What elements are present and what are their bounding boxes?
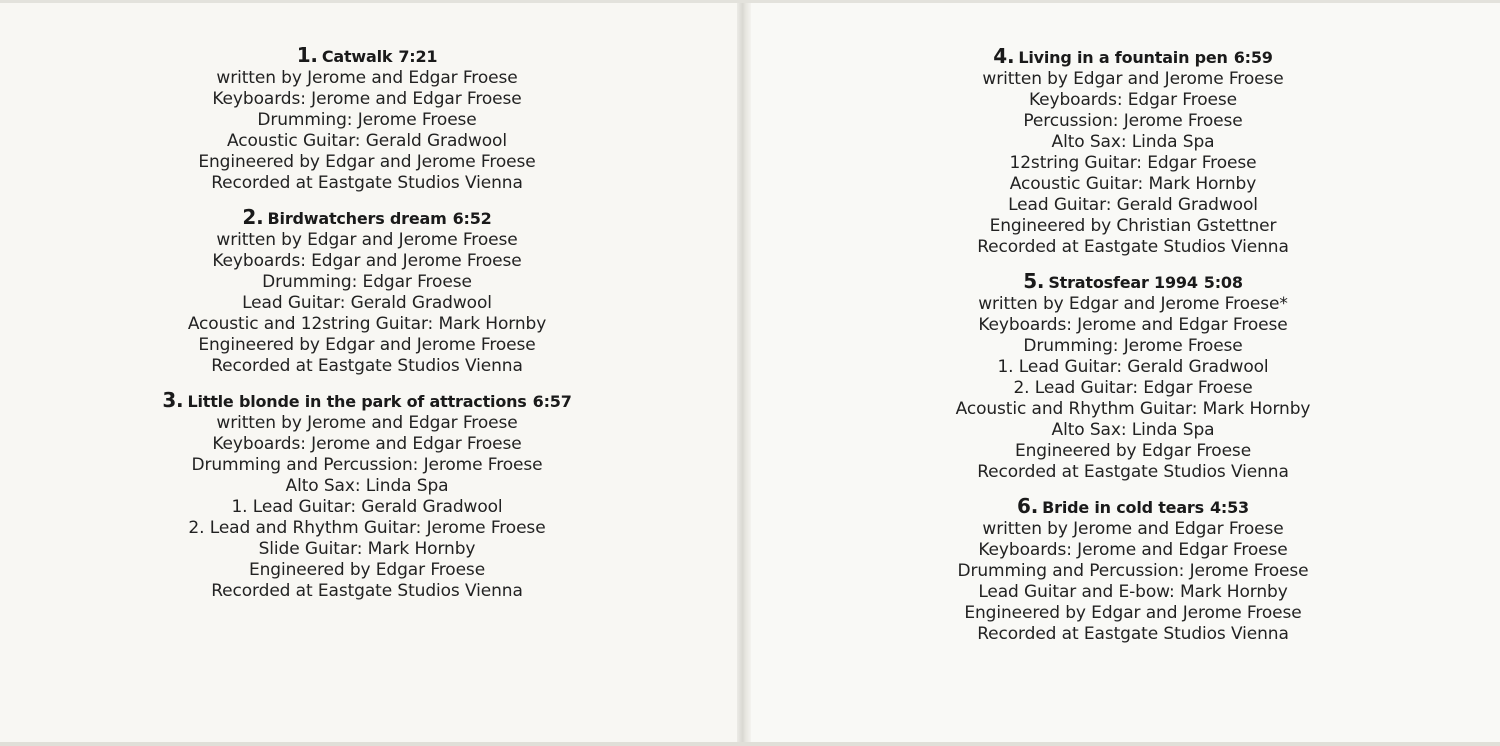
track-3	[0, 389, 734, 602]
credit-line: Lead Guitar: Gerald Gradwool	[1008, 195, 1258, 215]
credit-line: Drumming: Edgar Froese	[262, 272, 472, 292]
track-name: Stratosfear 1994	[1048, 273, 1198, 292]
track-number: 6.	[1017, 494, 1039, 518]
track-name: Birdwatchers dream	[267, 209, 447, 228]
track-number: 5.	[1023, 269, 1045, 293]
track-6	[748, 495, 1500, 645]
track-title	[0, 44, 734, 68]
credit-line: Engineered by Edgar Froese	[248, 560, 486, 580]
credit-line: Acoustic Guitar: Gerald Gradwool	[227, 131, 507, 151]
left-track-list	[0, 44, 734, 602]
credit-line: Drumming and Percussion: Jerome Froese	[191, 455, 543, 475]
credit-line: Alto Sax: Linda Spa	[1051, 420, 1215, 440]
credit-line: Alto Sax: Linda Spa	[1051, 132, 1215, 152]
bottom-edge	[0, 742, 1500, 746]
credit-line: 1. Lead Guitar: Gerald Gradwool	[231, 497, 503, 517]
credit-line: written by Edgar and Jerome Froese*	[978, 294, 1288, 314]
credit-line: Keyboards: Jerome and Edgar Froese	[978, 540, 1288, 560]
credit-line: Recorded at Eastgate Studios Vienna	[211, 356, 523, 376]
track-duration: 5:08	[1203, 273, 1243, 292]
credit-line: written by Edgar and Jerome Froese	[216, 230, 518, 250]
credit-line: written by Jerome and Edgar Froese	[982, 519, 1284, 539]
right-track-list	[748, 45, 1500, 645]
track-title	[748, 45, 1500, 69]
track-title	[748, 495, 1500, 519]
credit-line: 12string Guitar: Edgar Froese	[1009, 153, 1257, 173]
credit-line: Keyboards: Jerome and Edgar Froese	[212, 434, 522, 454]
credit-line: Alto Sax: Linda Spa	[285, 476, 449, 496]
top-edge	[0, 0, 1500, 3]
track-duration: 7:21	[398, 47, 438, 66]
credit-line: Acoustic and Rhythm Guitar: Mark Hornby	[955, 399, 1311, 419]
credit-line: Keyboards: Edgar Froese	[1028, 90, 1238, 110]
credit-line: 1. Lead Guitar: Gerald Gradwool	[997, 357, 1269, 377]
credit-line: Keyboards: Jerome and Edgar Froese	[212, 89, 522, 109]
credit-line: Lead Guitar: Gerald Gradwool	[242, 293, 492, 313]
track-4	[748, 45, 1500, 258]
credit-line: Engineered by Edgar and Jerome Froese	[198, 335, 536, 355]
track-name: Living in a fountain pen	[1018, 48, 1228, 67]
track-duration: 6:57	[532, 392, 572, 411]
track-duration: 4:53	[1209, 498, 1249, 517]
credit-line: Percussion: Jerome Froese	[1023, 111, 1243, 131]
credit-line: Engineered by Edgar Froese	[1014, 441, 1252, 461]
track-2	[0, 206, 734, 377]
credit-line: Acoustic Guitar: Mark Hornby	[1009, 174, 1257, 194]
credit-line: 2. Lead and Rhythm Guitar: Jerome Froese	[188, 518, 546, 538]
track-1	[0, 44, 734, 194]
track-duration: 6:59	[1233, 48, 1273, 67]
credit-line: Recorded at Eastgate Studios Vienna	[211, 173, 523, 193]
track-number: 1.	[296, 43, 318, 67]
credit-line: Drumming: Jerome Froese	[1023, 336, 1243, 356]
credit-line: written by Edgar and Jerome Froese	[982, 69, 1284, 89]
credit-line: Recorded at Eastgate Studios Vienna	[977, 462, 1289, 482]
credit-line: Acoustic and 12string Guitar: Mark Hornby	[187, 314, 547, 334]
credit-line: Drumming: Jerome Froese	[257, 110, 477, 130]
credit-line: Drumming and Percussion: Jerome Froese	[957, 561, 1309, 581]
track-number: 3.	[162, 388, 184, 412]
track-title	[0, 206, 734, 230]
credit-line: written by Jerome and Edgar Froese	[216, 413, 518, 433]
credit-line: Recorded at Eastgate Studios Vienna	[977, 237, 1289, 257]
track-5	[748, 270, 1500, 483]
track-name: Catwalk	[321, 47, 393, 66]
credit-line: written by Jerome and Edgar Froese	[216, 68, 518, 88]
credit-line: Engineered by Edgar and Jerome Froese	[964, 603, 1302, 623]
credit-line: Slide Guitar: Mark Hornby	[258, 539, 476, 559]
credit-line: Keyboards: Jerome and Edgar Froese	[978, 315, 1288, 335]
track-duration: 6:52	[452, 209, 492, 228]
credit-line: Engineered by Edgar and Jerome Froese	[198, 152, 536, 172]
track-title	[0, 389, 734, 413]
track-number: 2.	[242, 205, 264, 229]
track-number: 4.	[993, 44, 1015, 68]
credit-line: Lead Guitar and E-bow: Mark Hornby	[978, 582, 1288, 602]
credit-line: Keyboards: Edgar and Jerome Froese	[212, 251, 522, 271]
track-title	[748, 270, 1500, 294]
credit-line: 2. Lead Guitar: Edgar Froese	[1013, 378, 1253, 398]
credit-line: Recorded at Eastgate Studios Vienna	[977, 624, 1289, 644]
credit-line: Engineered by Christian Gstettner	[989, 216, 1277, 236]
track-name: Little blonde in the park of attractions	[187, 392, 527, 411]
credit-line: Recorded at Eastgate Studios Vienna	[211, 581, 523, 601]
track-name: Bride in cold tears	[1042, 498, 1204, 517]
